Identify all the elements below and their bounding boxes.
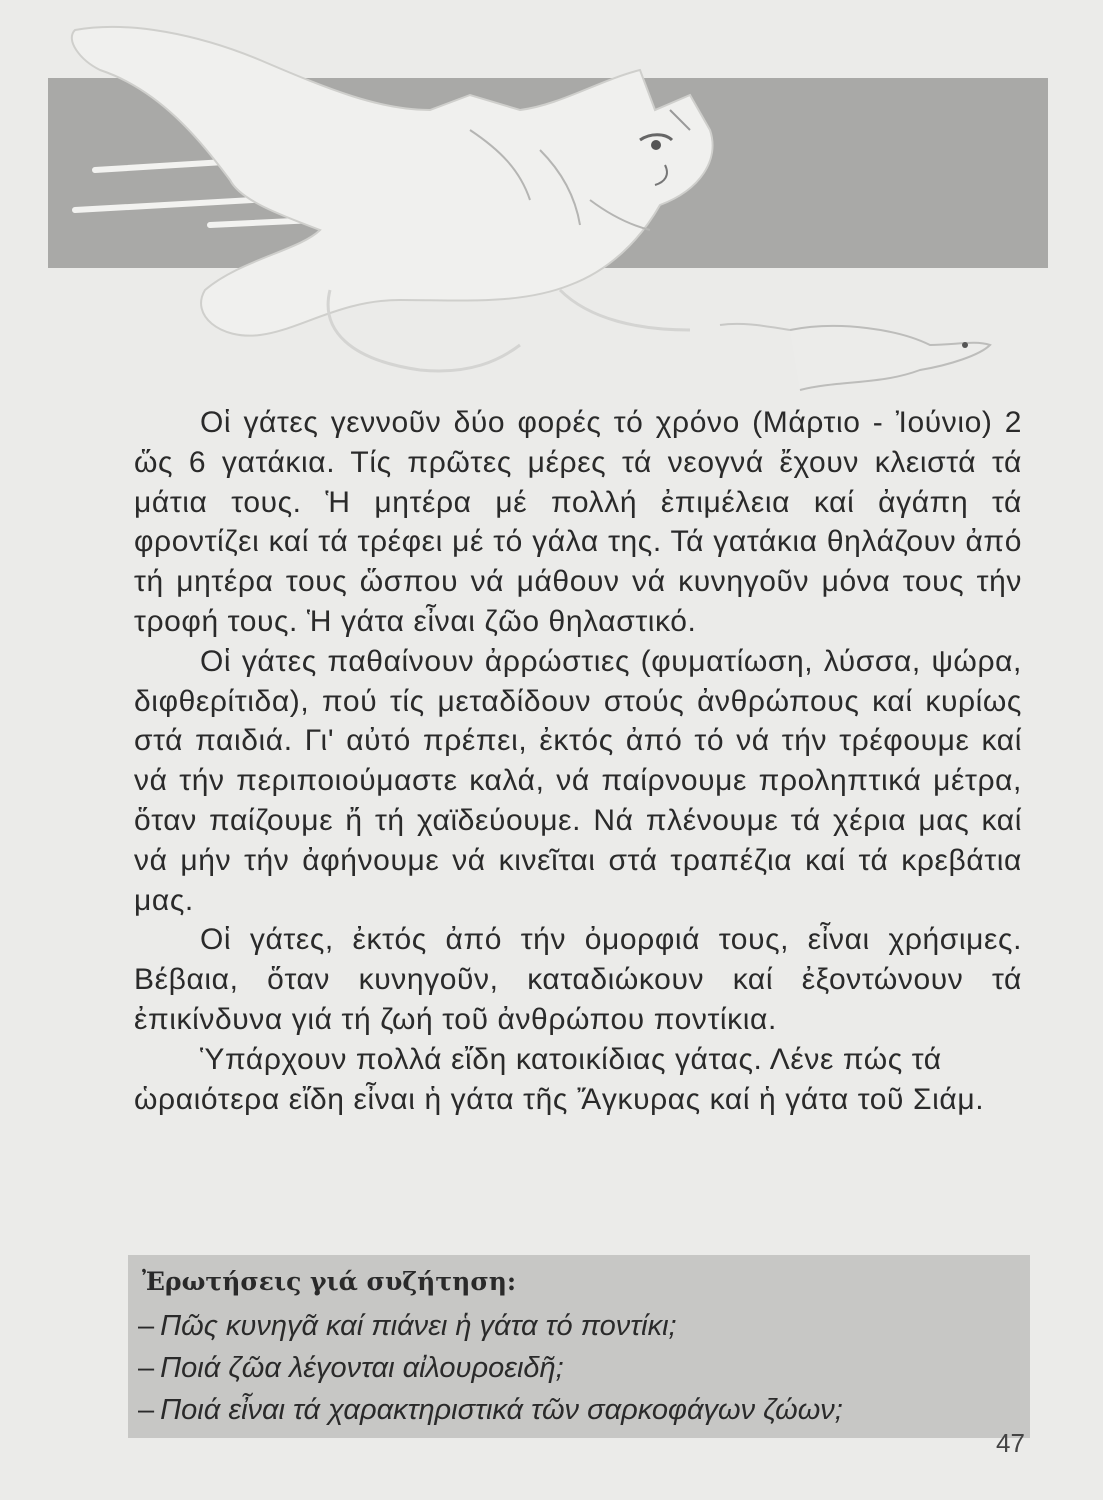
- body-text: [134, 403, 1022, 1119]
- question-text: Πῶς κυνηγᾶ καί πιάνει ἡ γάτα τό ποντίκι;: [160, 1310, 677, 1342]
- question-text: Ποιά ζῶα λέγονται αἰλουροειδῆ;: [160, 1352, 564, 1384]
- paragraph-breeds: Ὑπάρχουν πολλά εἴδη κατοικίδιας γάτας. Λένε πώς τά ὡραιότερα εἴδη εἶναι ἡ γάτα τῆς Ἄγκυρας καί ἡ γάτα τοῦ Σιάμ.: [134, 1042, 985, 1116]
- dash-glyph: –: [138, 1310, 155, 1342]
- mouse-figure: [720, 324, 990, 390]
- dash-glyph: –: [138, 1394, 155, 1426]
- cat-and-mouse-illustration: [0, 0, 1103, 420]
- question-item: [138, 1305, 843, 1347]
- question-text: Ποιά εἶναι τά χαρακτηριστικά τῶν σαρκοφάγων ζώων;: [160, 1394, 843, 1426]
- questions-list: [138, 1305, 843, 1431]
- page-number: 47: [996, 1428, 1025, 1458]
- paragraph-diseases: Οἱ γάτες παθαίνουν ἀρρώστιες (φυματίωση, λύσσα, ψώρα, διφθερίτιδα), πού τίς μεταδίδουν στούς ἀνθρώπους καί κυρίως στά παιδιά. Γι' αὐτό πρέπει, ἐκτός ἀπό τό νά τήν τρέφουμε καί νά τήν περιποιούμαστε καλά, νά παίρνουμε προληπτικά μέτρα, ὅταν παίζουμε ἤ τή χαϊδεύουμε. Νά πλένουμε τά χέρια μας καί νά μήν τήν ἀφήνουμε νά κινεῖται στά τραπέζια καί τά κρεβάτια μας.: [134, 644, 1022, 917]
- paragraph-usefulness: Οἱ γάτες, ἐκτός ἀπό τήν ὀμορφιά τους, εἶναι χρήσιμες. Βέβαια, ὅταν κυνηγοῦν, καταδιώκουν καί ἐξοντώνουν τά ἐπικίνδυνα γιά τή ζωή τοῦ ἀνθρώπου ποντίκια.: [134, 923, 1022, 1036]
- question-item: [138, 1389, 843, 1431]
- discussion-questions-box: [128, 1255, 1030, 1438]
- questions-title: Ἐρωτήσεις γιά συζήτηση:: [142, 1267, 517, 1296]
- cat-figure: [72, 27, 713, 371]
- dash-glyph: –: [138, 1352, 155, 1384]
- question-item: [138, 1347, 843, 1389]
- paragraph-litters: Οἱ γάτες γεννοῦν δύο φορές τό χρόνο (Μάρτιο - Ἰούνιο) 2 ὥς 6 γατάκια. Τίς πρῶτες μέρες τά νεογνά ἔχουν κλειστά τά μάτια τους. Ἡ μητέρα μέ πολλή ἐπιμέλεια καί ἀγάπη τά φροντίζει καί τά τρέφει μέ τό γάλα της. Τά γατάκια θηλάζουν ἀπό τή μητέρα τους ὥσπου νά μάθουν νά κυνηγοῦν μόνα τους τήν τροφή τους. Ἡ γάτα εἶναι ζῶο θηλαστικό.: [134, 406, 1022, 638]
